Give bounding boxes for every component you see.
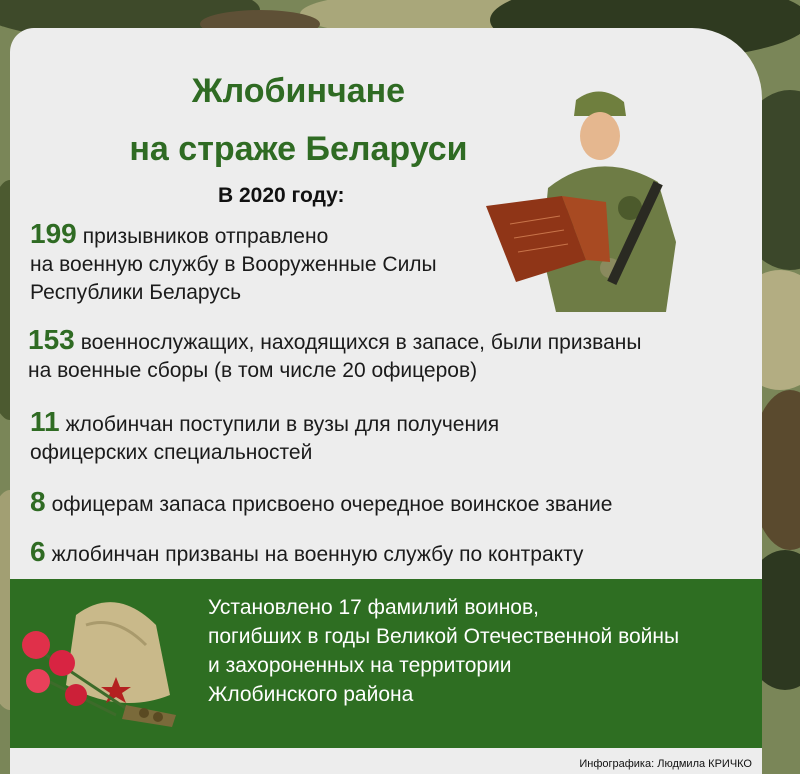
fact-number: 199 — [30, 218, 77, 249]
fact-promotions: 8 офицерам запаса присвоено очередное воинское звание — [30, 486, 613, 517]
year-subtitle: В 2020 году: — [218, 184, 345, 207]
fact-number: 8 — [30, 486, 46, 517]
memorial-band — [10, 579, 762, 748]
content-panel — [10, 28, 762, 774]
fact-reservists: 153 военнослужащих, находящихся в запасе, были призваны на военные сборы (в том числе 20 офицеров) — [28, 324, 642, 382]
fact-number: 153 — [28, 324, 75, 355]
fact-number: 6 — [30, 536, 46, 567]
fact-contract: 6 жлобинчан призваны на военную службу по контракту — [30, 536, 584, 567]
credit-text: Инфографика: Людмила КРИЧКО — [579, 758, 752, 770]
soldier-illustration — [480, 78, 700, 318]
fact-number: 11 — [30, 406, 60, 437]
page-title: Жлобинчане на страже Беларуси — [129, 72, 468, 168]
memorial-text: Установлено 17 фамилий воинов, погибших в годы Великой Отечественной войны и захороненных на территории Жлобинского района — [208, 596, 680, 706]
cap-and-flowers-illustration — [16, 585, 191, 735]
fact-universities: 11 жлобинчан поступили в вузы для получения офицерских специальностей — [30, 406, 500, 464]
fact-recruits: 199 призывников отправлено на военную службу в Вооруженные Силы Республики Беларусь — [30, 218, 437, 304]
